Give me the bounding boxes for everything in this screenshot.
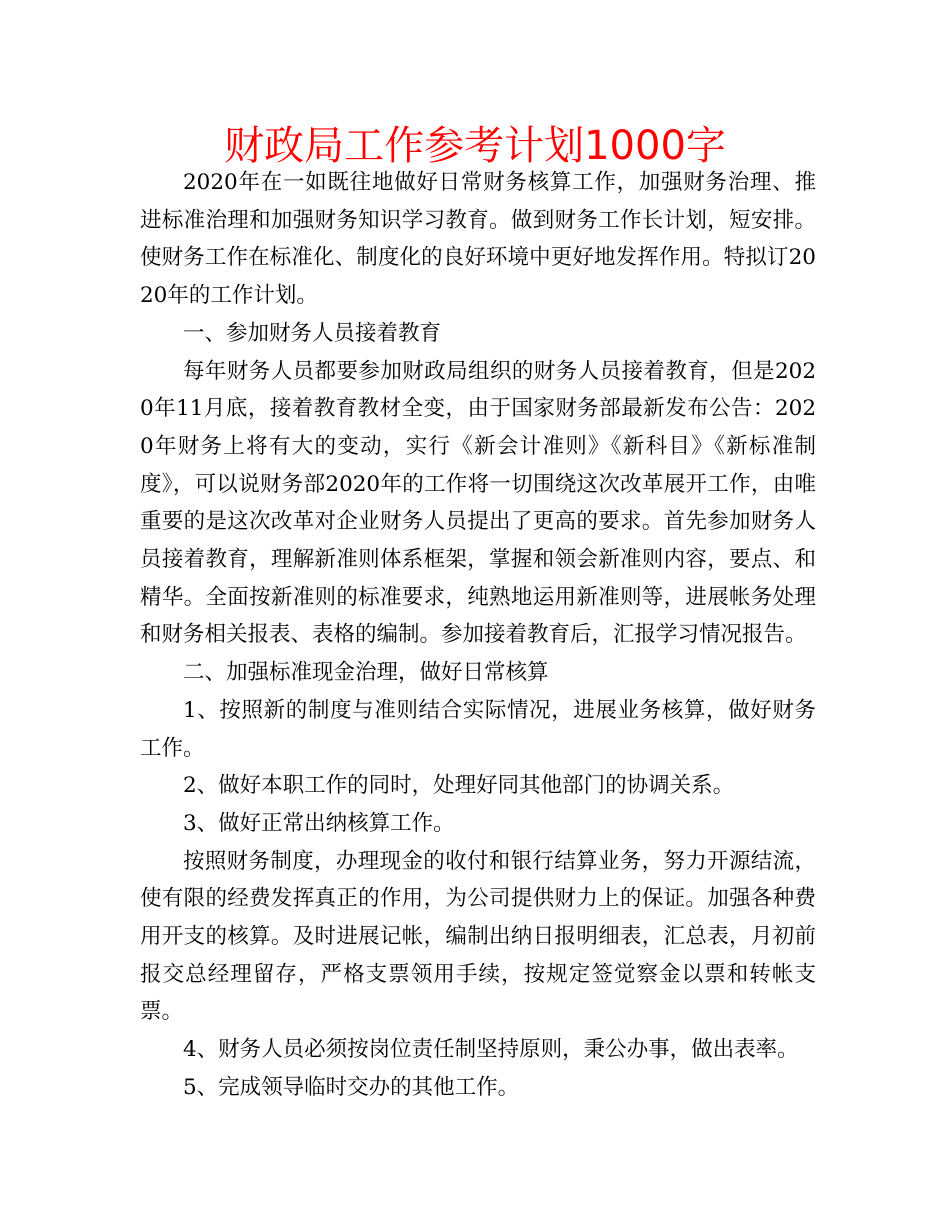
list-item-3: 3、做好正常出纳核算工作。: [183, 810, 455, 836]
list-item-4: 4、财务人员必须按岗位责任制坚持原则，秉公办事，做出表率。: [183, 1037, 799, 1063]
list-item-5: 5、完成领导临时交办的其他工作。: [183, 1074, 520, 1100]
list-item-1: 1、按照新的制度与准则结合实际情况，进展业务核算，做好财务工作。: [140, 697, 816, 761]
document-body: [140, 164, 816, 1107]
paragraph-continuing-education: 每年财务人员都要参加财政局组织的财务人员接着教育，但是2020年11月底，接着教育教材全变，由于国家财务部最新发布公告：2020年财务上将有大的变动，实行《新会计准则》《新科目》《新标准制度》，可以说财务部2020年的工作将一切围绕这次改革展开工作，由唯重要的是这次改革对企业财务人员提出了更高的要求。首先参加财务人员接着教育，理解新准则体系框架，掌握和领会新准则内容，要点、和精华。全面按新准则的标准要求，纯熟地运用新准则等，进展帐务处理和财务相关报表、表格的编制。参加接着教育后，汇报学习情况报告。: [140, 358, 816, 648]
paragraph-cash-management: 按照财务制度，办理现金的收付和银行结算业务，努力开源结流，使有限的经费发挥真正的作用，为公司提供财力上的保证。加强各种费用开支的核算。及时进展记帐，编制出纳日报明细表，汇总表，月初前报交总经理留存，严格支票领用手续，按规定签觉察金以票和转帐支票。: [140, 848, 816, 1025]
list-item-2: 2、做好本职工作的同时，处理好同其他部门的协调关系。: [183, 773, 735, 799]
section-heading-1: 一、参加财务人员接着教育: [183, 320, 442, 346]
section-heading-2: 二、加强标准现金治理，做好日常核算: [183, 660, 549, 686]
paragraph-intro: 2020年在一如既往地做好日常财务核算工作，加强财务治理、推进标准治理和加强财务知识学习教育。做到财务工作长计划，短安排。使财务工作在标准化、制度化的良好环境中更好地发挥作用。特拟订2020年的工作计划。: [140, 170, 816, 309]
document-title: 财政局工作参考计划1000字: [224, 123, 726, 169]
